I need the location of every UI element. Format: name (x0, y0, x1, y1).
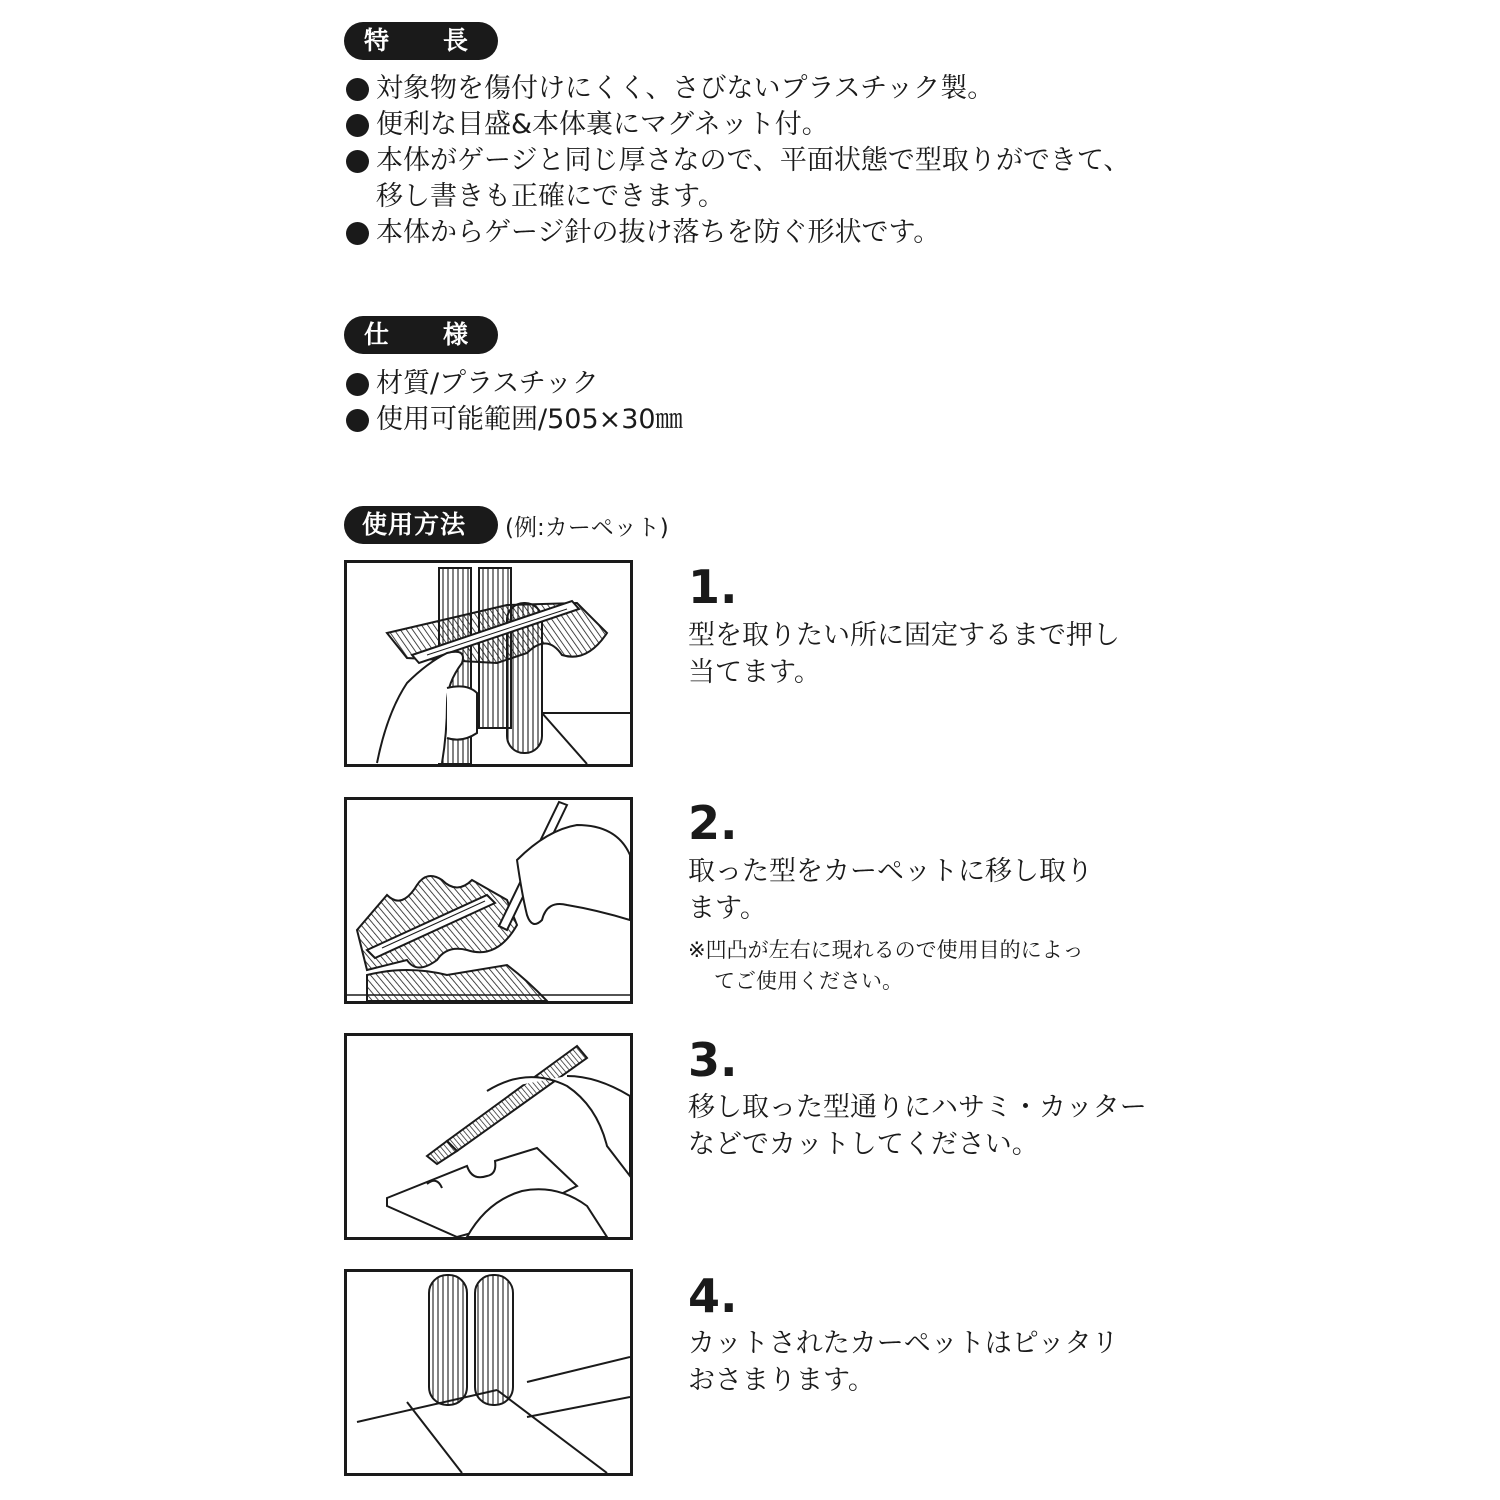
feature-item: 便利な目盛&本体裏にマグネット付。 (344, 107, 1130, 143)
step-3-illustration (344, 1033, 633, 1240)
step-2-illustration (344, 797, 633, 1004)
step-4-illustration (344, 1269, 633, 1476)
feature-item: 本体からゲージ針の抜け落ちを防ぐ形状です。 (344, 215, 1130, 251)
specs-heading-right: 様 (442, 320, 468, 349)
step-1-text: 型を取りたい所に固定するまで押し 当てます。 (688, 620, 1120, 688)
step-2-text: 取った型をカーペットに移し取り ます。 (688, 856, 1093, 924)
feature-item: 本体がゲージと同じ厚さなので、平面状態で型取りができて、 移し書きも正確にできます。 (344, 143, 1130, 215)
step-4-text: カットされたカーペットはピッタリ おさまります。 (688, 1328, 1119, 1396)
features-heading (344, 22, 498, 60)
feature-item-continuation: 移し書きも正確にできます。 (376, 181, 725, 212)
specs-heading (344, 316, 498, 354)
usage-example: (例:カーペット) (505, 515, 669, 541)
features-list (344, 71, 1130, 251)
spec-item: 材質/プラスチック (344, 366, 683, 402)
step-4-number: 4. (688, 1269, 738, 1323)
step-3-number: 3. (688, 1033, 738, 1087)
spec-item: 使用可能範囲/505×30㎜ (344, 402, 683, 438)
features-heading-left: 特 (364, 26, 390, 55)
features-heading-right: 長 (442, 26, 468, 55)
step-1-illustration (344, 560, 633, 767)
step-3-text: 移し取った型通りにハサミ・カッター などでカットしてください。 (688, 1092, 1147, 1160)
step-1-number: 1. (688, 560, 738, 614)
step-2-number: 2. (688, 796, 738, 850)
feature-item: 対象物を傷付けにくく、さびないプラスチック製。 (344, 71, 1130, 107)
step-2-note: ※凹凸が左右に現れるので使用目的によっ てご使用ください。 (688, 938, 1084, 993)
specs-list (344, 366, 683, 438)
usage-heading: 使用方法 (344, 506, 498, 544)
specs-heading-left: 仕 (364, 320, 390, 349)
